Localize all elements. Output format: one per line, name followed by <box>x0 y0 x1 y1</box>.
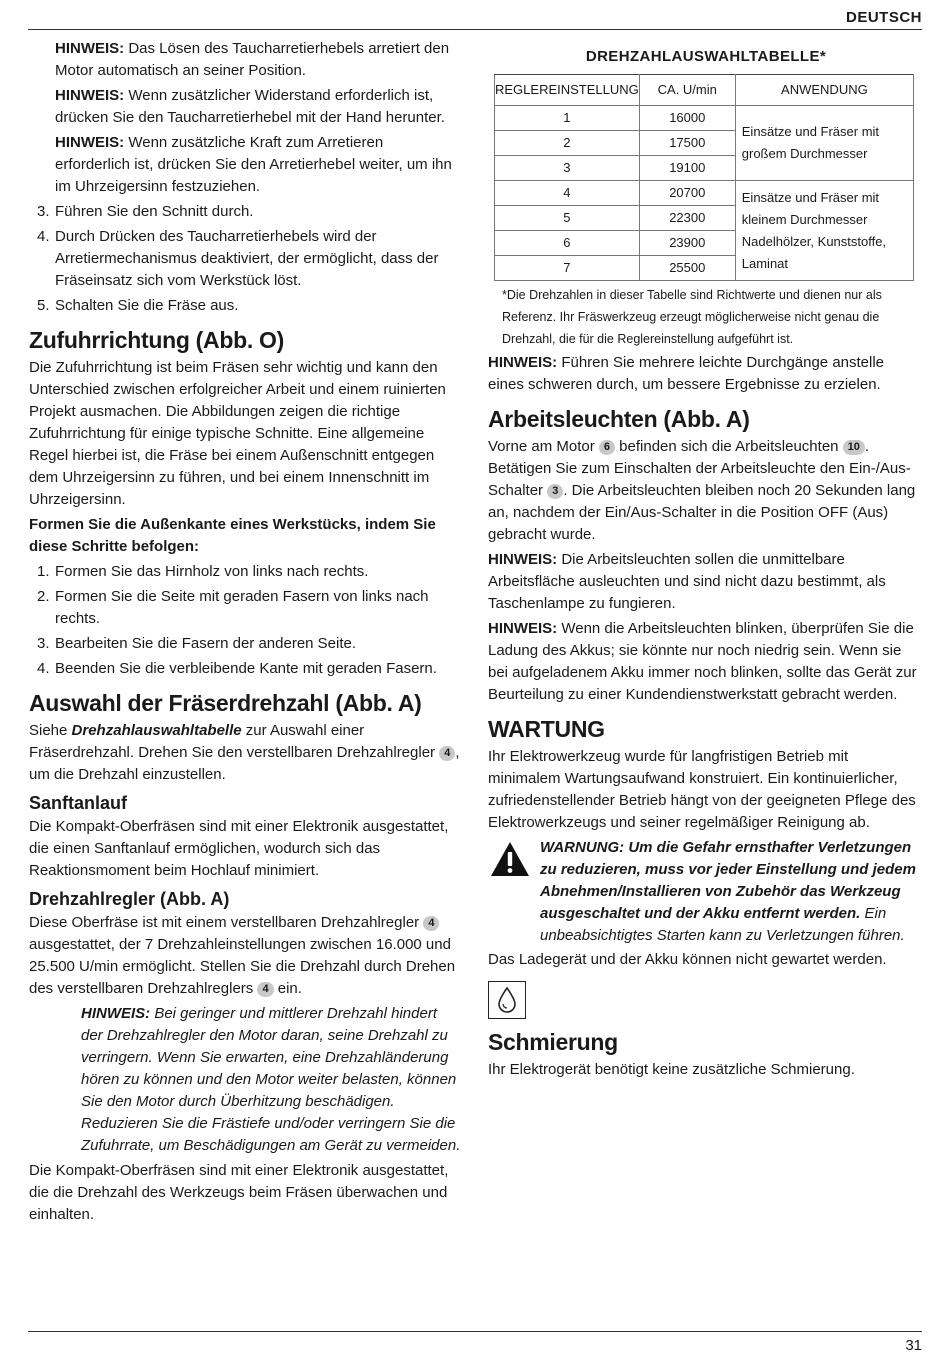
note-1: HINWEIS: Das Lösen des Taucharretierhebels arretiert den Motor automatisch an seiner Position. <box>55 40 450 79</box>
plunge-steps <box>29 201 461 317</box>
table-header-cell: CA. U/min <box>639 75 735 106</box>
table-cell: 2 <box>495 131 640 156</box>
warning-triangle-icon <box>490 841 530 877</box>
maintenance-heading: WARTUNG <box>488 716 605 742</box>
speed-table <box>494 74 914 281</box>
work-lights-heading: Arbeitsleuchten (Abb. A) <box>488 406 750 432</box>
list-item: 3. Bearbeiten Sie die Fasern der anderen Seite. <box>37 635 357 652</box>
speed-table-title: DREHZAHLAUSWAHLTABELLE* <box>585 48 827 65</box>
charger-text: Das Ladegerät und der Akku können nicht gewartet werden. <box>488 951 887 968</box>
oil-drop-icon <box>488 981 526 1019</box>
speed-dial-text: Diese Oberfräse ist mit einem verstellbaren Drehzahlregler 4 ausgestattet, der 7 Drehzahleinstellungen zwischen 16.000 und 25.500 U/min ermöglicht. Stellen Sie die Drehzahl durch Drehen des verstellbaren Drehzahlreglers 4 ein. <box>29 914 456 997</box>
right-column <box>488 38 924 1084</box>
callout-badge: 4 <box>439 746 455 761</box>
language-label: DEUTSCH <box>845 9 922 26</box>
table-cell-application: Einsätze und Fräser mit großem Durchmesser <box>735 106 913 181</box>
callout-badge: 4 <box>423 916 439 931</box>
lubrication-heading: Schmierung <box>488 1029 618 1055</box>
work-lights-note-1: HINWEIS: Die Arbeitsleuchten sollen die unmittelbare Arbeitsfläche ausleuchten und sind nicht dazu bestimmt, als Taschenlampe zu fungieren. <box>488 551 886 612</box>
list-item: 4. Durch Drücken des Taucharretierhebels wird der Arretiermechanismus deaktiviert, der ermöglicht, dass der Fräseinsatz sich vom Werkstück löst. <box>37 228 439 289</box>
list-item: 4. Beenden Sie die verbleibende Kante mit geraden Fasern. <box>37 660 437 677</box>
speed-table-footnote: *Die Drehzahlen in dieser Tabelle sind Richtwerte und dienen nur als Referenz. Ihr Fräswerkzeug erzeugt möglicherweise nicht genau die Drehzahl, die für die Reglereinstellung aufgeführt ist. <box>502 288 882 346</box>
callout-badge: 4 <box>257 982 273 997</box>
list-item: 1. Formen Sie das Hirnholz von links nach rechts. <box>37 563 369 580</box>
table-cell: 22300 <box>639 206 735 231</box>
table-cell: 19100 <box>639 156 735 181</box>
soft-start-heading: Sanftanlauf <box>29 793 128 813</box>
speed-selection-text: Siehe Drehzahlauswahltabelle zur Auswahl einer Fräserdrehzahl. Drehen Sie den verstellbaren Drehzahlregler 4 , um die Drehzahl einzustellen. <box>29 722 460 783</box>
edge-steps-intro: Formen Sie die Außenkante eines Werkstücks, indem Sie diese Schritte befolgen: <box>29 516 436 555</box>
table-header-cell: ANWENDUNG <box>735 75 913 106</box>
list-item: 5. Schalten Sie die Fräse aus. <box>37 297 239 314</box>
electronics-text: Die Kompakt-Oberfräsen sind mit einer Elektronik ausgestattet, die die Drehzahl des Werkzeugs beim Fräsen überwachen und einhalten. <box>29 1162 449 1223</box>
feed-direction-text: Die Zufuhrrichtung ist beim Fräsen sehr wichtig und kann den Unterschied zwischen erfolgreicher Arbeit und einem ruinierten Projekt ausmachen. Die Abbildungen zeigen die richtige Zufuhrrichtung für einige typische Schnitte. Eine allgemeine Regel hierbei ist, die Fräse bei einem Außenschnitt entgegen dem Uhrzeigersinn zu führen, und bei einem Innenschnitt im Uhrzeigersinn. <box>29 359 446 508</box>
callout-badge: 6 <box>599 440 615 455</box>
table-row <box>495 106 914 131</box>
table-header-row <box>495 75 914 106</box>
header-divider <box>28 29 922 30</box>
plunge-notes <box>29 38 461 198</box>
warning-block <box>488 837 924 947</box>
lubrication-text: Ihr Elektrogerät benötigt keine zusätzliche Schmierung. <box>488 1061 855 1078</box>
page-number: 31 <box>905 1337 922 1354</box>
list-item: 2. Formen Sie die Seite mit geraden Fasern von links nach rechts. <box>37 588 429 627</box>
table-cell: 4 <box>495 181 640 206</box>
table-cell: 23900 <box>639 231 735 256</box>
passes-note: HINWEIS: Führen Sie mehrere leichte Durchgänge anstelle eines schweren durch, um bessere Ergebnisse zu erzielen. <box>488 354 885 393</box>
note-3: HINWEIS: Wenn zusätzliche Kraft zum Arretieren erforderlich ist, drücken Sie den Arretierhebel weiter, um ihn im Uhrzeigersinn festzuziehen. <box>55 134 452 195</box>
table-row <box>495 181 914 206</box>
speed-dial-note: HINWEIS: Bei geringer und mittlerer Drehzahl hindert der Drehzahlregler den Motor daran, seine Drehzahl zu verringern. Wenn Sie erwarten, eine Drehzahländerung hören zu können und den Motor weiter belasten, können Sie den Motor durch Überhitzung beschädigen. Reduzieren Sie die Frästiefe und/oder verringern Sie die Zufuhrrate, um Beschädigungen am Gerät zu vermeiden. <box>81 1005 461 1154</box>
work-lights-note-2: HINWEIS: Wenn die Arbeitsleuchten blinken, überprüfen Sie die Ladung des Akkus; sie könnte nur noch niedrig sein. Wenn sie bei aufgeladenem Akku immer noch blinken, sollte das Gerät zur Beurteilung zu einer Kundendienstwerkstatt gebracht werden. <box>488 620 917 703</box>
speed-dial-heading: Drehzahlregler (Abb. A) <box>29 889 230 909</box>
table-cell: 20700 <box>639 181 735 206</box>
table-header-cell: REGLEREINSTELLUNG <box>495 75 640 106</box>
table-cell: 6 <box>495 231 640 256</box>
maintenance-text: Ihr Elektrowerkzeug wurde für langfristigen Betrieb mit minimalem Wartungsaufwand konstruiert. Ein kontinuierlicher, zufriedenstellender Betrieb hängt von der geeigneten Pflege des Elektrowerkzeugs und seiner regelmäßiger Reinigung ab. <box>488 748 916 831</box>
callout-badge: 10 <box>843 440 865 455</box>
note-2: HINWEIS: Wenn zusätzlicher Widerstand erforderlich ist, drücken Sie den Taucharretierhebel mit der Hand herunter. <box>55 87 445 126</box>
footer-divider <box>28 1331 922 1332</box>
callout-badge: 3 <box>547 484 563 499</box>
list-item: 3. Führen Sie den Schnitt durch. <box>37 203 254 220</box>
edge-steps <box>29 561 461 680</box>
soft-start-text: Die Kompakt-Oberfräsen sind mit einer Elektronik ausgestattet, die einen Sanftanlauf ermöglichen, wodurch sich das Reaktionsmoment beim Hochlauf minimiert. <box>29 818 449 879</box>
table-cell: 3 <box>495 156 640 181</box>
table-cell: 1 <box>495 106 640 131</box>
speed-selection-heading: Auswahl der Fräserdrehzahl (Abb. A) <box>29 690 422 716</box>
table-cell-application: Einsätze und Fräser mit kleinem Durchmesser Nadelhölzer, Kunststoffe, Laminat <box>735 181 913 281</box>
left-column <box>29 38 461 1229</box>
feed-direction-heading: Zufuhrrichtung (Abb. O) <box>29 327 284 353</box>
work-lights-text: Vorne am Motor 6 befinden sich die Arbeitsleuchten 10 . Betätigen Sie zum Einschalten der Arbeitsleuchte den Ein-/Aus-Schalter 3 . Die Arbeitsleuchten bleiben noch 20 Sekunden lang an, nachdem der Ein/Aus-Schalter in die Position OFF (Aus) gebracht wurde. <box>488 438 916 543</box>
table-cell: 25500 <box>639 256 735 281</box>
warning-text: WARNUNG: Um die Gefahr ernsthafter Verletzungen zu reduzieren, muss vor jeder Einstellung und jedem Abnehmen/Installieren von Zubehör das Werkzeug ausgeschaltet und der Akku entfernt werden. Ein unbeabsichtigtes Starten kann zu Verletzungen führen. <box>540 839 916 944</box>
table-cell: 7 <box>495 256 640 281</box>
table-cell: 17500 <box>639 131 735 156</box>
table-cell: 5 <box>495 206 640 231</box>
table-cell: 16000 <box>639 106 735 131</box>
